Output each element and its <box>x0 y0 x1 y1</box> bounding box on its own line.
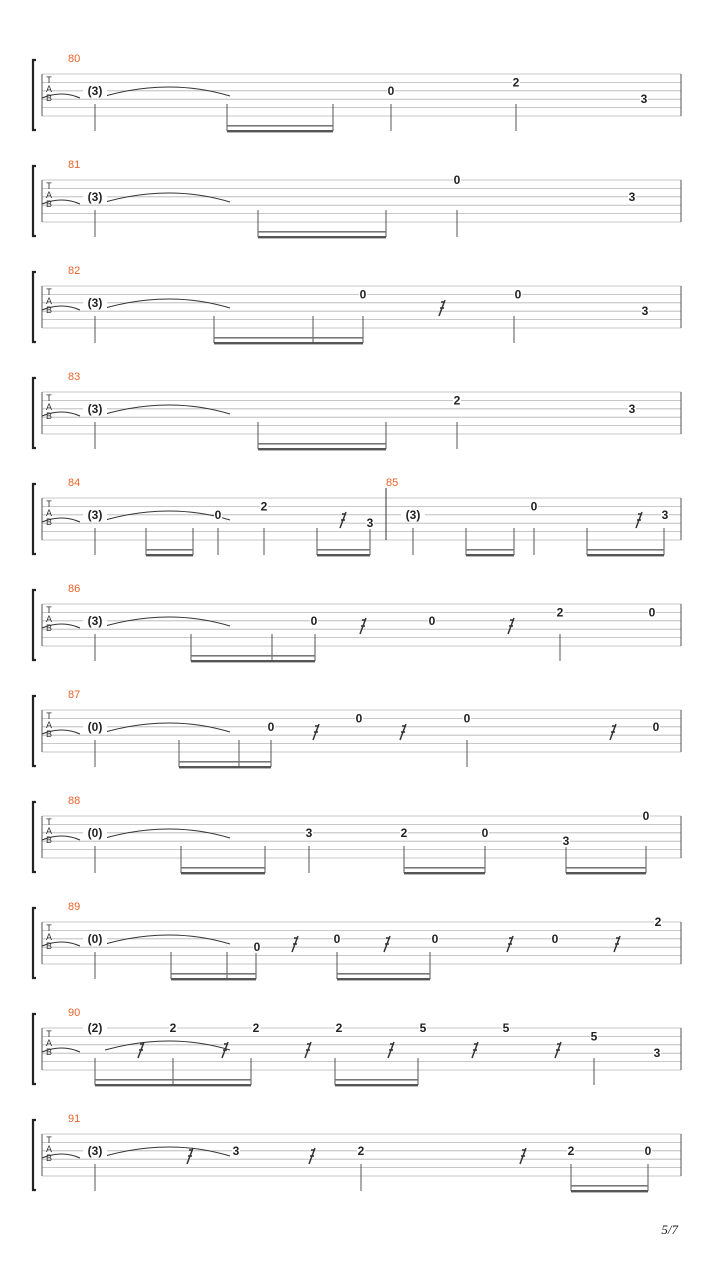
tab-system <box>33 265 681 344</box>
fret-number: 0 <box>428 613 436 628</box>
measure-number: 84 <box>68 477 81 489</box>
tab-clef-letter: T <box>46 1029 52 1039</box>
measure-number: 80 <box>68 53 81 65</box>
system-bracket <box>33 166 36 236</box>
fret-number: 0 <box>355 711 363 726</box>
note-beam <box>466 554 514 556</box>
note-beam <box>181 867 265 869</box>
fret-number: 3 <box>628 401 636 416</box>
measure-number: 85 <box>386 477 399 489</box>
fret-number: 0 <box>387 83 395 98</box>
fret-number: 0 <box>514 287 522 302</box>
fret-number: 2 <box>567 1143 575 1158</box>
fret-number: 2 <box>512 75 520 90</box>
tab-clef-letter: T <box>46 499 52 509</box>
tab-clef-letter: A <box>45 826 53 836</box>
tab-clef-letter: B <box>45 305 53 315</box>
tab-clef-letter: A <box>45 720 53 730</box>
fret-number: 3 <box>366 516 374 531</box>
note-beam <box>191 660 315 662</box>
note-beam <box>566 872 646 874</box>
note-beam <box>214 337 363 339</box>
fret-number: (3) <box>87 83 103 98</box>
fret-number: 3 <box>562 834 570 849</box>
tab-system <box>33 583 681 662</box>
fret-number: 2 <box>556 605 564 620</box>
fret-number: 3 <box>305 825 313 840</box>
fret-number: 0 <box>551 931 559 946</box>
note-beam <box>227 125 333 127</box>
system-bracket <box>33 1120 36 1190</box>
tab-system <box>33 371 681 450</box>
page-number: 5/7 <box>661 1222 678 1237</box>
fret-number: 0 <box>642 809 650 823</box>
tab-clef-letter: T <box>46 75 52 85</box>
fret-number: (3) <box>405 507 421 522</box>
fret-number: 2 <box>400 825 408 840</box>
note-beam <box>258 231 386 233</box>
note-beam <box>227 130 333 132</box>
note-beam <box>171 973 256 975</box>
tab-clef-letter: A <box>45 1144 53 1154</box>
fret-number: 0 <box>310 613 318 628</box>
fret-number: 0 <box>267 719 275 734</box>
tab-clef-letter: B <box>45 199 53 209</box>
fret-number: (0) <box>87 825 103 840</box>
system-bracket <box>33 696 36 766</box>
fret-number: 0 <box>359 287 367 302</box>
note-beam <box>179 766 271 768</box>
system-bracket <box>33 1014 36 1084</box>
fret-number: 0 <box>333 931 341 946</box>
fret-number: 5 <box>419 1021 427 1035</box>
tie-arc <box>105 935 230 944</box>
tab-system <box>33 53 681 132</box>
tab-clef-letter: B <box>45 411 53 421</box>
fret-number: 3 <box>653 1046 661 1061</box>
tab-clef-letter: T <box>46 605 52 615</box>
fret-number: 0 <box>648 605 656 620</box>
tab-clef-letter: T <box>46 393 52 403</box>
system-bracket <box>33 908 36 978</box>
note-beam <box>466 549 514 551</box>
tab-system <box>33 477 681 556</box>
note-beam <box>571 1190 648 1192</box>
tab-clef-letter: B <box>45 517 53 527</box>
note-beam <box>566 867 646 869</box>
fret-number: 3 <box>640 92 648 107</box>
tab-clef-letter: A <box>45 508 53 518</box>
tab-clef-letter: A <box>45 296 53 306</box>
measure-number: 81 <box>68 159 81 171</box>
fret-number: 3 <box>232 1143 240 1158</box>
tab-clef-letter: T <box>46 181 52 191</box>
tie-arc <box>105 87 230 96</box>
fret-number: 3 <box>641 304 649 319</box>
tab-clef-letter: T <box>46 287 52 297</box>
fret-number: 5 <box>590 1029 598 1044</box>
fret-number: (3) <box>87 295 103 310</box>
note-beam <box>335 1084 418 1086</box>
measure-number: 89 <box>68 901 81 913</box>
system-bracket <box>33 378 36 448</box>
tab-clef-letter: A <box>45 932 53 942</box>
tab-clef-letter: A <box>45 190 53 200</box>
fret-number: 2 <box>453 393 461 408</box>
tie-arc <box>105 1147 230 1156</box>
fret-number: (3) <box>87 401 103 416</box>
fret-number: (0) <box>87 931 103 946</box>
measure-number: 90 <box>68 1007 81 1019</box>
tab-clef-letter: B <box>45 1047 53 1057</box>
measure-number: 83 <box>68 371 81 383</box>
note-beam <box>337 973 430 975</box>
fret-number: 2 <box>169 1021 177 1035</box>
tab-system <box>33 1007 681 1086</box>
fret-number: 0 <box>431 931 439 946</box>
tie-arc <box>105 1041 230 1050</box>
system-bracket <box>33 272 36 342</box>
fret-number: (3) <box>87 189 103 204</box>
note-beam <box>214 342 363 344</box>
note-beam <box>317 549 370 551</box>
note-beam <box>335 1079 418 1081</box>
note-beam <box>337 978 430 980</box>
measure-number: 82 <box>68 265 81 277</box>
fret-number: 2 <box>654 915 662 929</box>
note-beam <box>95 1079 251 1081</box>
note-beam <box>146 554 193 556</box>
note-beam <box>179 761 271 763</box>
tab-clef-letter: A <box>45 1038 53 1048</box>
tab-system <box>33 1113 681 1192</box>
tab-clef-letter: B <box>45 835 53 845</box>
measure-number: 87 <box>68 689 81 701</box>
tab-clef-letter: T <box>46 817 52 827</box>
tab-clef-letter: T <box>46 923 52 933</box>
note-beam <box>181 872 265 874</box>
system-bracket <box>33 590 36 660</box>
measure-number: 86 <box>68 583 81 595</box>
note-beam <box>258 448 386 450</box>
note-beam <box>171 978 256 980</box>
tab-system <box>33 689 681 768</box>
note-beam <box>587 549 664 551</box>
note-beam <box>317 554 370 556</box>
fret-number: 2 <box>335 1021 343 1035</box>
note-beam <box>404 867 485 869</box>
tie-arc <box>105 405 230 414</box>
tab-clef-letter: A <box>45 402 53 412</box>
fret-number: 0 <box>644 1143 652 1158</box>
fret-number: 0 <box>214 507 222 522</box>
fret-number: 5 <box>502 1021 510 1035</box>
note-beam <box>258 236 386 238</box>
tab-clef-letter: B <box>45 1153 53 1163</box>
fret-number: (3) <box>87 507 103 522</box>
fret-number: (0) <box>87 719 103 734</box>
note-beam <box>95 1084 251 1086</box>
measure-number: 91 <box>68 1113 81 1125</box>
fret-number: 0 <box>530 499 538 514</box>
tie-arc <box>105 511 230 520</box>
fret-number: (3) <box>87 1143 103 1158</box>
note-beam <box>258 443 386 445</box>
tie-arc <box>105 193 230 202</box>
note-beam <box>571 1185 648 1187</box>
fret-number: (3) <box>87 613 103 628</box>
tab-clef-letter: A <box>45 614 53 624</box>
note-beam <box>146 549 193 551</box>
fret-number: 3 <box>661 507 669 522</box>
tie-arc <box>105 723 230 732</box>
system-bracket <box>33 802 36 872</box>
tie-arc <box>105 829 230 838</box>
fret-number: (2) <box>87 1021 103 1035</box>
note-beam <box>587 554 664 556</box>
fret-number: 0 <box>253 940 261 955</box>
fret-number: 0 <box>463 711 471 726</box>
fret-number: 2 <box>252 1021 260 1035</box>
fret-number: 0 <box>652 719 660 734</box>
tab-clef-letter: B <box>45 941 53 951</box>
fret-number: 2 <box>260 499 268 514</box>
fret-number: 0 <box>481 825 489 840</box>
system-bracket <box>33 484 36 554</box>
tab-clef-letter: B <box>45 729 53 739</box>
system-bracket <box>33 60 36 130</box>
fret-number: 3 <box>628 189 636 204</box>
fret-number: 0 <box>453 173 461 187</box>
tab-clef-letter: T <box>46 711 52 721</box>
tab-system <box>33 901 681 980</box>
tab-system <box>33 159 681 238</box>
measure-number: 88 <box>68 795 81 807</box>
tab-clef-letter: A <box>45 84 53 94</box>
tie-arc <box>105 617 230 626</box>
tab-clef-letter: B <box>45 93 53 103</box>
tab-clef-letter: B <box>45 623 53 633</box>
note-beam <box>191 655 315 657</box>
tie-arc <box>105 299 230 308</box>
tab-system <box>33 795 681 874</box>
tab-clef-letter: T <box>46 1135 52 1145</box>
fret-number: 2 <box>357 1143 365 1158</box>
note-beam <box>404 872 485 874</box>
